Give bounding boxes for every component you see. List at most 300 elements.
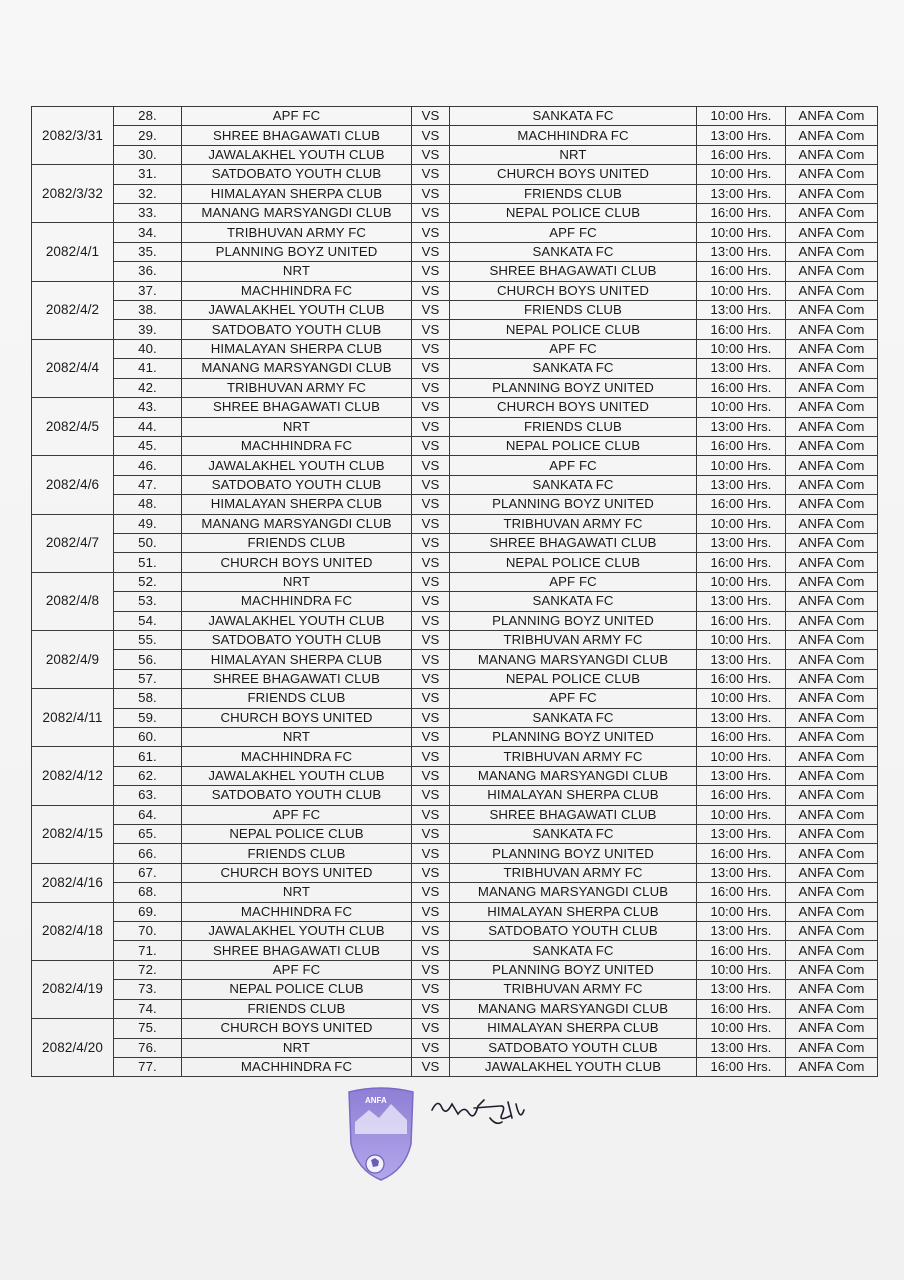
match-number: 53. <box>114 592 182 611</box>
versus-label: VS <box>412 805 450 824</box>
venue: ANFA Com <box>786 999 878 1018</box>
away-team: NEPAL POLICE CLUB <box>450 320 697 339</box>
away-team: PLANNING BOYZ UNITED <box>450 728 697 747</box>
home-team: MACHHINDRA FC <box>182 902 412 921</box>
venue: ANFA Com <box>786 223 878 242</box>
table-row <box>32 553 878 572</box>
kickoff-time: 10:00 Hrs. <box>697 902 786 921</box>
match-number: 51. <box>114 553 182 572</box>
away-team: TRIBHUVAN ARMY FC <box>450 514 697 533</box>
kickoff-time: 10:00 Hrs. <box>697 960 786 979</box>
away-team: JAWALAKHEL YOUTH CLUB <box>450 1057 697 1076</box>
table-row <box>32 902 878 921</box>
kickoff-time: 13:00 Hrs. <box>697 242 786 261</box>
match-number: 58. <box>114 689 182 708</box>
match-number: 67. <box>114 863 182 882</box>
away-team: CHURCH BOYS UNITED <box>450 398 697 417</box>
kickoff-time: 13:00 Hrs. <box>697 359 786 378</box>
away-team: TRIBHUVAN ARMY FC <box>450 863 697 882</box>
home-team: CHURCH BOYS UNITED <box>182 1019 412 1038</box>
venue: ANFA Com <box>786 165 878 184</box>
away-team: PLANNING BOYZ UNITED <box>450 495 697 514</box>
match-number: 34. <box>114 223 182 242</box>
table-row <box>32 165 878 184</box>
match-number: 55. <box>114 630 182 649</box>
home-team: FRIENDS CLUB <box>182 689 412 708</box>
versus-label: VS <box>412 941 450 960</box>
away-team: MANANG MARSYANGDI CLUB <box>450 883 697 902</box>
away-team: FRIENDS CLUB <box>450 301 697 320</box>
venue: ANFA Com <box>786 922 878 941</box>
table-row <box>32 844 878 863</box>
versus-label: VS <box>412 786 450 805</box>
away-team: SANKATA FC <box>450 107 697 126</box>
table-row <box>32 980 878 999</box>
match-date: 2082/3/32 <box>32 165 114 223</box>
versus-label: VS <box>412 553 450 572</box>
venue: ANFA Com <box>786 747 878 766</box>
table-row <box>32 339 878 358</box>
home-team: JAWALAKHEL YOUTH CLUB <box>182 301 412 320</box>
away-team: SANKATA FC <box>450 242 697 261</box>
home-team: FRIENDS CLUB <box>182 533 412 552</box>
home-team: NRT <box>182 572 412 591</box>
versus-label: VS <box>412 242 450 261</box>
table-row <box>32 533 878 552</box>
home-team: SATDOBATO YOUTH CLUB <box>182 630 412 649</box>
away-team: NEPAL POLICE CLUB <box>450 669 697 688</box>
kickoff-time: 13:00 Hrs. <box>697 475 786 494</box>
table-row <box>32 825 878 844</box>
home-team: TRIBHUVAN ARMY FC <box>182 378 412 397</box>
venue: ANFA Com <box>786 786 878 805</box>
kickoff-time: 13:00 Hrs. <box>697 126 786 145</box>
match-date: 2082/4/19 <box>32 960 114 1018</box>
away-team: PLANNING BOYZ UNITED <box>450 960 697 979</box>
match-date: 2082/4/18 <box>32 902 114 960</box>
table-row <box>32 786 878 805</box>
home-team: NRT <box>182 262 412 281</box>
table-row <box>32 669 878 688</box>
table-row <box>32 747 878 766</box>
kickoff-time: 13:00 Hrs. <box>697 533 786 552</box>
versus-label: VS <box>412 378 450 397</box>
versus-label: VS <box>412 320 450 339</box>
kickoff-time: 13:00 Hrs. <box>697 650 786 669</box>
venue: ANFA Com <box>786 495 878 514</box>
venue: ANFA Com <box>786 980 878 999</box>
table-row <box>32 301 878 320</box>
match-number: 60. <box>114 728 182 747</box>
table-row <box>32 863 878 882</box>
match-date: 2082/4/9 <box>32 630 114 688</box>
versus-label: VS <box>412 398 450 417</box>
away-team: MANANG MARSYANGDI CLUB <box>450 650 697 669</box>
match-number: 47. <box>114 475 182 494</box>
match-number: 57. <box>114 669 182 688</box>
home-team: SHREE BHAGAWATI CLUB <box>182 126 412 145</box>
kickoff-time: 16:00 Hrs. <box>697 669 786 688</box>
match-number: 38. <box>114 301 182 320</box>
venue: ANFA Com <box>786 126 878 145</box>
versus-label: VS <box>412 514 450 533</box>
home-team: HIMALAYAN SHERPA CLUB <box>182 495 412 514</box>
match-number: 43. <box>114 398 182 417</box>
home-team: JAWALAKHEL YOUTH CLUB <box>182 145 412 164</box>
match-number: 74. <box>114 999 182 1018</box>
versus-label: VS <box>412 533 450 552</box>
venue: ANFA Com <box>786 339 878 358</box>
match-date: 2082/4/20 <box>32 1019 114 1077</box>
venue: ANFA Com <box>786 359 878 378</box>
venue: ANFA Com <box>786 902 878 921</box>
kickoff-time: 13:00 Hrs. <box>697 980 786 999</box>
table-row <box>32 1057 878 1076</box>
match-number: 77. <box>114 1057 182 1076</box>
match-number: 37. <box>114 281 182 300</box>
match-date: 2082/4/15 <box>32 805 114 863</box>
table-row <box>32 941 878 960</box>
match-date: 2082/4/16 <box>32 863 114 902</box>
match-number: 48. <box>114 495 182 514</box>
match-number: 39. <box>114 320 182 339</box>
away-team: NEPAL POLICE CLUB <box>450 553 697 572</box>
versus-label: VS <box>412 1019 450 1038</box>
home-team: SATDOBATO YOUTH CLUB <box>182 786 412 805</box>
table-row <box>32 436 878 455</box>
match-date: 2082/4/1 <box>32 223 114 281</box>
match-number: 29. <box>114 126 182 145</box>
versus-label: VS <box>412 669 450 688</box>
kickoff-time: 13:00 Hrs. <box>697 766 786 785</box>
match-number: 71. <box>114 941 182 960</box>
venue: ANFA Com <box>786 728 878 747</box>
table-row <box>32 475 878 494</box>
match-date: 2082/4/2 <box>32 281 114 339</box>
match-number: 61. <box>114 747 182 766</box>
table-row <box>32 728 878 747</box>
match-number: 49. <box>114 514 182 533</box>
signature <box>428 1092 540 1132</box>
away-team: HIMALAYAN SHERPA CLUB <box>450 1019 697 1038</box>
match-number: 76. <box>114 1038 182 1057</box>
away-team: SANKATA FC <box>450 825 697 844</box>
venue: ANFA Com <box>786 145 878 164</box>
table-row <box>32 378 878 397</box>
match-number: 41. <box>114 359 182 378</box>
kickoff-time: 10:00 Hrs. <box>697 1019 786 1038</box>
match-number: 69. <box>114 902 182 921</box>
away-team: SANKATA FC <box>450 941 697 960</box>
match-number: 36. <box>114 262 182 281</box>
kickoff-time: 16:00 Hrs. <box>697 320 786 339</box>
match-number: 31. <box>114 165 182 184</box>
versus-label: VS <box>412 301 450 320</box>
home-team: NRT <box>182 1038 412 1057</box>
away-team: SANKATA FC <box>450 475 697 494</box>
kickoff-time: 10:00 Hrs. <box>697 165 786 184</box>
kickoff-time: 10:00 Hrs. <box>697 514 786 533</box>
away-team: PLANNING BOYZ UNITED <box>450 611 697 630</box>
venue: ANFA Com <box>786 262 878 281</box>
kickoff-time: 16:00 Hrs. <box>697 495 786 514</box>
kickoff-time: 13:00 Hrs. <box>697 708 786 727</box>
venue: ANFA Com <box>786 863 878 882</box>
venue: ANFA Com <box>786 475 878 494</box>
table-row <box>32 650 878 669</box>
home-team: CHURCH BOYS UNITED <box>182 863 412 882</box>
home-team: MACHHINDRA FC <box>182 281 412 300</box>
venue: ANFA Com <box>786 805 878 824</box>
venue: ANFA Com <box>786 436 878 455</box>
home-team: MACHHINDRA FC <box>182 1057 412 1076</box>
kickoff-time: 10:00 Hrs. <box>697 630 786 649</box>
home-team: SHREE BHAGAWATI CLUB <box>182 398 412 417</box>
home-team: CHURCH BOYS UNITED <box>182 708 412 727</box>
venue: ANFA Com <box>786 960 878 979</box>
match-number: 72. <box>114 960 182 979</box>
table-row <box>32 320 878 339</box>
away-team: SANKATA FC <box>450 708 697 727</box>
match-number: 64. <box>114 805 182 824</box>
home-team: FRIENDS CLUB <box>182 844 412 863</box>
home-team: TRIBHUVAN ARMY FC <box>182 223 412 242</box>
table-row <box>32 883 878 902</box>
venue: ANFA Com <box>786 242 878 261</box>
venue: ANFA Com <box>786 1057 878 1076</box>
venue: ANFA Com <box>786 689 878 708</box>
venue: ANFA Com <box>786 766 878 785</box>
away-team: SATDOBATO YOUTH CLUB <box>450 1038 697 1057</box>
table-row <box>32 126 878 145</box>
home-team: HIMALAYAN SHERPA CLUB <box>182 184 412 203</box>
venue: ANFA Com <box>786 669 878 688</box>
table-row <box>32 359 878 378</box>
kickoff-time: 10:00 Hrs. <box>697 689 786 708</box>
home-team: FRIENDS CLUB <box>182 999 412 1018</box>
home-team: MACHHINDRA FC <box>182 436 412 455</box>
versus-label: VS <box>412 883 450 902</box>
match-number: 65. <box>114 825 182 844</box>
home-team: JAWALAKHEL YOUTH CLUB <box>182 922 412 941</box>
venue: ANFA Com <box>786 514 878 533</box>
fixture-table <box>31 106 878 1077</box>
venue: ANFA Com <box>786 378 878 397</box>
versus-label: VS <box>412 960 450 979</box>
match-number: 68. <box>114 883 182 902</box>
match-number: 56. <box>114 650 182 669</box>
table-row <box>32 242 878 261</box>
home-team: NEPAL POLICE CLUB <box>182 825 412 844</box>
home-team: APF FC <box>182 107 412 126</box>
versus-label: VS <box>412 630 450 649</box>
home-team: JAWALAKHEL YOUTH CLUB <box>182 611 412 630</box>
kickoff-time: 16:00 Hrs. <box>697 941 786 960</box>
home-team: CHURCH BOYS UNITED <box>182 553 412 572</box>
home-team: MACHHINDRA FC <box>182 592 412 611</box>
kickoff-time: 13:00 Hrs. <box>697 825 786 844</box>
away-team: APF FC <box>450 456 697 475</box>
match-date: 2082/4/5 <box>32 398 114 456</box>
table-row <box>32 223 878 242</box>
versus-label: VS <box>412 747 450 766</box>
venue: ANFA Com <box>786 204 878 223</box>
match-date: 2082/4/11 <box>32 689 114 747</box>
home-team: HIMALAYAN SHERPA CLUB <box>182 339 412 358</box>
home-team: SHREE BHAGAWATI CLUB <box>182 669 412 688</box>
home-team: MANANG MARSYANGDI CLUB <box>182 204 412 223</box>
match-number: 66. <box>114 844 182 863</box>
kickoff-time: 13:00 Hrs. <box>697 1038 786 1057</box>
match-number: 42. <box>114 378 182 397</box>
kickoff-time: 16:00 Hrs. <box>697 204 786 223</box>
away-team: NEPAL POLICE CLUB <box>450 204 697 223</box>
home-team: APF FC <box>182 960 412 979</box>
kickoff-time: 10:00 Hrs. <box>697 805 786 824</box>
away-team: CHURCH BOYS UNITED <box>450 281 697 300</box>
table-row <box>32 592 878 611</box>
table-row <box>32 184 878 203</box>
kickoff-time: 16:00 Hrs. <box>697 611 786 630</box>
match-number: 35. <box>114 242 182 261</box>
match-number: 44. <box>114 417 182 436</box>
match-date: 2082/4/12 <box>32 747 114 805</box>
match-number: 59. <box>114 708 182 727</box>
home-team: MANANG MARSYANGDI CLUB <box>182 359 412 378</box>
match-number: 45. <box>114 436 182 455</box>
away-team: SHREE BHAGAWATI CLUB <box>450 805 697 824</box>
table-row <box>32 805 878 824</box>
match-number: 33. <box>114 204 182 223</box>
match-number: 70. <box>114 922 182 941</box>
match-number: 63. <box>114 786 182 805</box>
away-team: SANKATA FC <box>450 592 697 611</box>
venue: ANFA Com <box>786 650 878 669</box>
match-number: 28. <box>114 107 182 126</box>
versus-label: VS <box>412 922 450 941</box>
away-team: MANANG MARSYANGDI CLUB <box>450 766 697 785</box>
kickoff-time: 10:00 Hrs. <box>697 398 786 417</box>
kickoff-time: 10:00 Hrs. <box>697 107 786 126</box>
away-team: HIMALAYAN SHERPA CLUB <box>450 902 697 921</box>
kickoff-time: 13:00 Hrs. <box>697 592 786 611</box>
table-row <box>32 495 878 514</box>
away-team: PLANNING BOYZ UNITED <box>450 378 697 397</box>
match-date: 2082/4/6 <box>32 456 114 514</box>
match-number: 75. <box>114 1019 182 1038</box>
kickoff-time: 10:00 Hrs. <box>697 339 786 358</box>
logo-text: ANFA <box>365 1096 387 1105</box>
home-team: HIMALAYAN SHERPA CLUB <box>182 650 412 669</box>
kickoff-time: 16:00 Hrs. <box>697 1057 786 1076</box>
table-row <box>32 281 878 300</box>
kickoff-time: 16:00 Hrs. <box>697 553 786 572</box>
kickoff-time: 13:00 Hrs. <box>697 417 786 436</box>
table-row <box>32 766 878 785</box>
match-number: 50. <box>114 533 182 552</box>
venue: ANFA Com <box>786 630 878 649</box>
away-team: FRIENDS CLUB <box>450 417 697 436</box>
table-row <box>32 456 878 475</box>
versus-label: VS <box>412 417 450 436</box>
venue: ANFA Com <box>786 533 878 552</box>
away-team: HIMALAYAN SHERPA CLUB <box>450 786 697 805</box>
venue: ANFA Com <box>786 708 878 727</box>
venue: ANFA Com <box>786 1019 878 1038</box>
venue: ANFA Com <box>786 184 878 203</box>
away-team: NRT <box>450 145 697 164</box>
venue: ANFA Com <box>786 1038 878 1057</box>
versus-label: VS <box>412 650 450 669</box>
versus-label: VS <box>412 475 450 494</box>
home-team: NRT <box>182 728 412 747</box>
table-row <box>32 689 878 708</box>
versus-label: VS <box>412 339 450 358</box>
home-team: SATDOBATO YOUTH CLUB <box>182 320 412 339</box>
versus-label: VS <box>412 495 450 514</box>
away-team: TRIBHUVAN ARMY FC <box>450 747 697 766</box>
table-row <box>32 960 878 979</box>
venue: ANFA Com <box>786 281 878 300</box>
versus-label: VS <box>412 204 450 223</box>
match-date: 2082/3/31 <box>32 107 114 165</box>
kickoff-time: 10:00 Hrs. <box>697 281 786 300</box>
table-row <box>32 708 878 727</box>
home-team: NEPAL POLICE CLUB <box>182 980 412 999</box>
table-row <box>32 417 878 436</box>
venue: ANFA Com <box>786 417 878 436</box>
kickoff-time: 13:00 Hrs. <box>697 863 786 882</box>
table-row <box>32 107 878 126</box>
venue: ANFA Com <box>786 592 878 611</box>
away-team: MACHHINDRA FC <box>450 126 697 145</box>
kickoff-time: 16:00 Hrs. <box>697 378 786 397</box>
home-team: NRT <box>182 417 412 436</box>
venue: ANFA Com <box>786 107 878 126</box>
versus-label: VS <box>412 1038 450 1057</box>
venue: ANFA Com <box>786 611 878 630</box>
versus-label: VS <box>412 708 450 727</box>
home-team: MANANG MARSYANGDI CLUB <box>182 514 412 533</box>
away-team: SANKATA FC <box>450 359 697 378</box>
versus-label: VS <box>412 359 450 378</box>
away-team: APF FC <box>450 689 697 708</box>
versus-label: VS <box>412 107 450 126</box>
match-date: 2082/4/8 <box>32 572 114 630</box>
match-number: 54. <box>114 611 182 630</box>
match-date: 2082/4/4 <box>32 339 114 397</box>
kickoff-time: 13:00 Hrs. <box>697 184 786 203</box>
table-row <box>32 1038 878 1057</box>
table-row <box>32 572 878 591</box>
away-team: TRIBHUVAN ARMY FC <box>450 630 697 649</box>
venue: ANFA Com <box>786 320 878 339</box>
match-number: 73. <box>114 980 182 999</box>
versus-label: VS <box>412 902 450 921</box>
versus-label: VS <box>412 184 450 203</box>
home-team: MACHHINDRA FC <box>182 747 412 766</box>
versus-label: VS <box>412 126 450 145</box>
venue: ANFA Com <box>786 553 878 572</box>
kickoff-time: 13:00 Hrs. <box>697 301 786 320</box>
home-team: APF FC <box>182 805 412 824</box>
away-team: CHURCH BOYS UNITED <box>450 165 697 184</box>
home-team: NRT <box>182 883 412 902</box>
versus-label: VS <box>412 145 450 164</box>
versus-label: VS <box>412 766 450 785</box>
kickoff-time: 16:00 Hrs. <box>697 436 786 455</box>
away-team: APF FC <box>450 223 697 242</box>
